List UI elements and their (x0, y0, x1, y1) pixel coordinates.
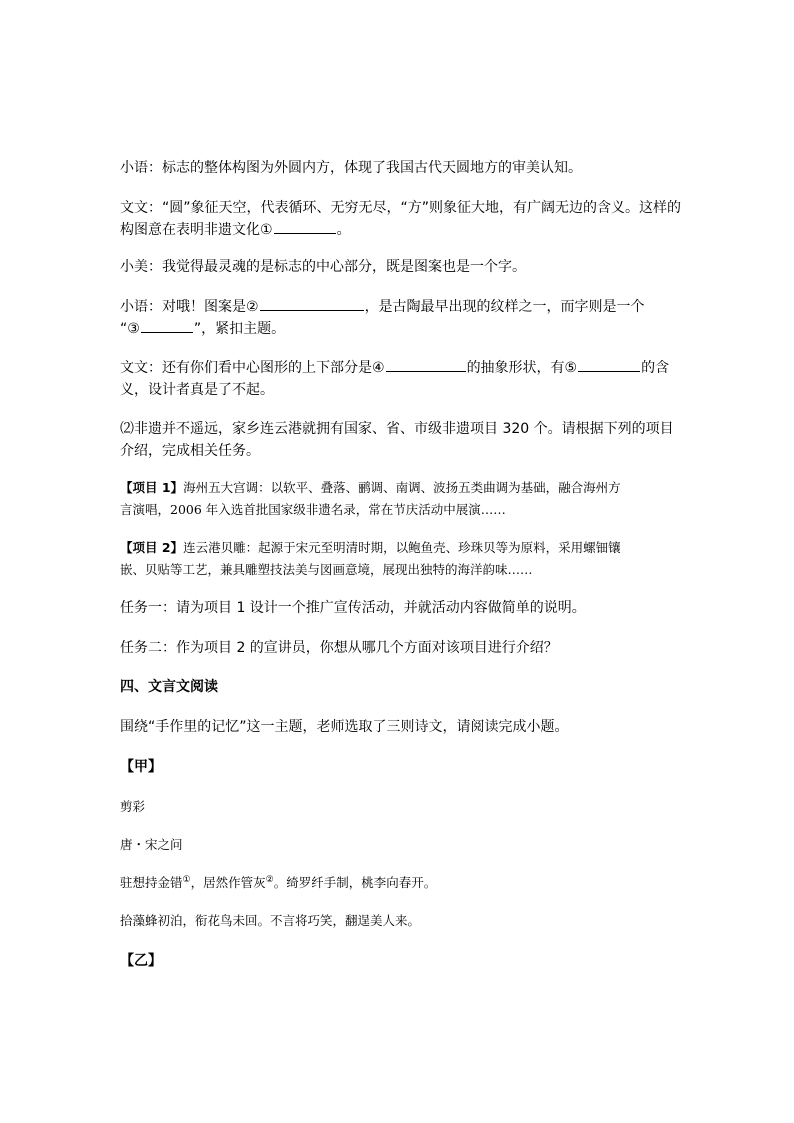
project-2-tag: 【项目 2】 (120, 540, 184, 555)
dialogue-paragraph-2-line1: 文文：“圆”象征天空，代表循环、无穷无尽，“方”则象征大地，有广阔无边的含义。这样的 (120, 200, 682, 216)
poem-title: 剪彩 (120, 799, 146, 814)
task-1: 任务一：请为项目 1 设计一个推广宣传活动，并就活动内容做简单的说明。 (120, 600, 586, 616)
answer-blank-2[interactable] (260, 296, 364, 311)
answer-blank-4[interactable] (386, 357, 466, 372)
project-2-text: 连云港贝雕：起源于宋元至明清时期，以鲍鱼壳、珍珠贝等为原料，采用螺钿镶 (183, 540, 621, 555)
text-segment: ”，紧扣主题。 (193, 321, 286, 337)
answer-blank-1[interactable] (274, 219, 336, 234)
text-segment: 。绮罗纤手制，桃李向春开。 (273, 875, 437, 890)
section-heading: 四、文言文阅读 (120, 679, 218, 695)
project-1-line2: 言演唱，2006 年入选首批国家级非遗名录，常在节庆活动中展演…… (120, 502, 506, 517)
text-segment: 的抽象形状，有⑤ (466, 360, 578, 376)
question-2-line2: 介绍，完成相关任务。 (120, 443, 260, 459)
footnote-marker-1[interactable]: ① (182, 874, 191, 885)
project-2-line2: 嵌、贝贴等工艺，兼具雕塑技法美与図画意境，展现出独特的海洋韵味…… (120, 562, 533, 577)
dialogue-paragraph-1: 小语：标志的整体构图为外圆内方，体现了我国古代天圆地方的审美认知。 (120, 160, 582, 176)
text-segment: ，居然作管灰 (190, 875, 266, 890)
text-segment: 。 (336, 222, 351, 238)
text-label-yi: 【乙】 (120, 953, 162, 969)
dialogue-paragraph-5-line2: 义，设计者真是了不起。 (120, 382, 274, 398)
text-segment: “③ (120, 321, 140, 337)
text-label-jia: 【甲】 (120, 759, 162, 775)
answer-blank-3[interactable] (141, 318, 193, 333)
dialogue-paragraph-5-line1 (120, 357, 680, 379)
project-2-line1 (120, 537, 680, 559)
text-segment: 的含 (641, 360, 670, 376)
text-segment: ，是古陶最早出现的纹样之一，而字则是一个 (364, 299, 645, 315)
question-2-line1: ⑵非遗并不遥远，家乡连云港就拥有国家、省、市级非遗项目 320 个。请根据下列的项目 (120, 421, 674, 437)
text-segment: 驻想持金错 (120, 875, 183, 890)
text-segment: 小语：对哦！图案是② (120, 299, 259, 315)
dialogue-paragraph-4-line2 (120, 318, 680, 340)
answer-blank-5[interactable] (578, 357, 640, 372)
section-intro: 围绕“手作里的记忆”这一主题，老师选取了三则诗文，请阅读完成小题。 (120, 719, 569, 735)
footnote-marker-2[interactable]: ② (265, 874, 274, 885)
poem-author: 唐・宋之问 (120, 837, 183, 852)
poem-line-2: 拾藻蜂初泊，衔花鸟未回。不言将巧笑，翻逞美人来。 (120, 913, 421, 928)
dialogue-paragraph-2-line2 (120, 219, 680, 241)
project-1-tag: 【项目 1】 (120, 480, 184, 495)
project-1-line1 (120, 477, 680, 499)
dialogue-paragraph-4-line1 (120, 296, 680, 318)
task-2: 任务二：作为项目 2 的宣讲员，你想从哪几个方面对该项目进行介绍？ (120, 640, 558, 656)
text-segment: 文文：还有你们看中心图形的上下部分是④ (120, 360, 385, 376)
project-1-text: 海州五大宫调：以软平、叠落、鹂调、南调、波扬五类曲调为基础，融合海州方 (183, 480, 621, 495)
dialogue-paragraph-3: 小美：我觉得最灵魂的是标志的中心部分，既是图案也是一个字。 (120, 259, 526, 275)
text-segment: 构图意在表明非遗文化① (120, 222, 273, 238)
poem-line-1 (120, 872, 680, 894)
